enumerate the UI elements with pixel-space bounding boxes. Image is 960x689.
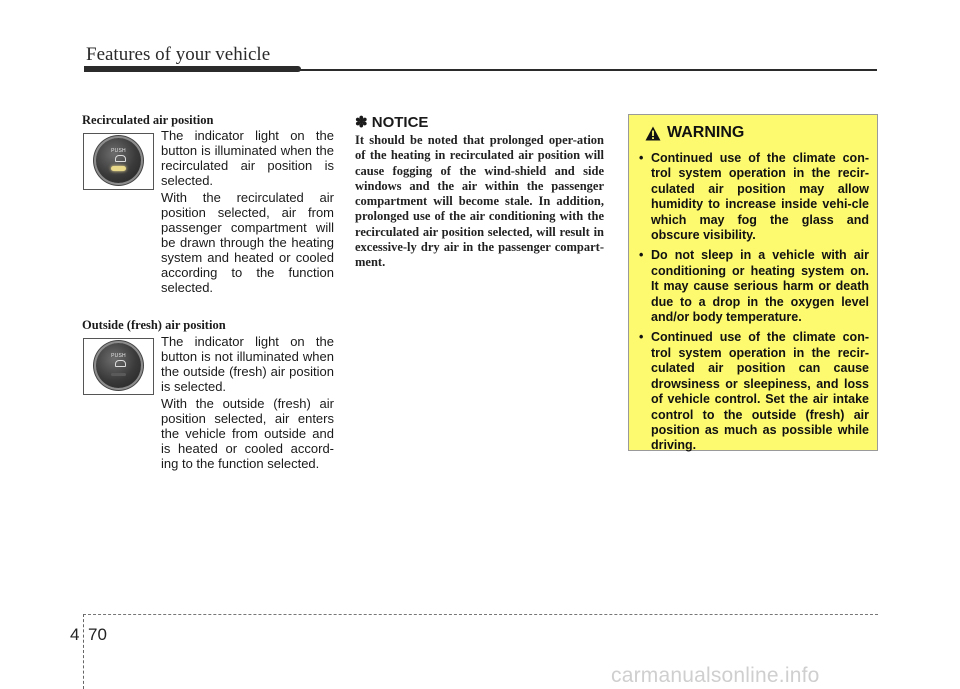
warning-list [639,151,869,459]
warning-item [639,151,869,243]
warning-triangle-icon [645,126,661,141]
bullet-icon: • [639,248,644,263]
warning-item [639,248,869,325]
warning-item [639,330,869,453]
outside-para-1: The indicator light on the button is not illuminated when the outside (fresh) air position is selected. [161,334,334,394]
recirc-para-2: With the recirculated air position selected, air from passenger compartment will be drawn through the heating system and heated or cooled according to the function selected. [161,190,334,295]
watermark-link[interactable]: carmanualsonline.info [611,664,820,687]
recirc-para-1: The indicator light on the button is illuminated when the recirculated air position is selected. [161,128,334,188]
page-number: 70 [88,625,107,644]
recirc-heading: Recirculated air position [82,113,214,127]
outside-knob-icon [96,343,141,388]
notice-title: ✽ NOTICE [355,114,429,131]
warning-item-text: Continued use of the climate con-trol system operation in the recir-culated air position may allow humidity to increase inside vehi-cle which may fog the glass and obscure visibility. [651,151,869,243]
header-rule [84,69,877,71]
recirc-knob-icon [96,138,141,183]
outside-heading: Outside (fresh) air position [82,318,226,332]
footer-rule [83,614,878,615]
warning-item-text: Do not sleep in a vehicle with air conditioning or heating system on. It may cause serious harm or death due to a drop in the oxygen level and/or body temperature. [651,248,869,325]
knob-push-label: PUSH [111,353,126,359]
outside-para-2: With the outside (fresh) air position selected, air enters the vehicle from outside and is heated or cooled accord-ing to the function selected. [161,396,334,471]
knob-push-label: PUSH [111,148,126,154]
warning-item-text: Continued use of the climate con-trol system operation in the recir-culated air position can cause drowsiness or sleepiness, and loss of vehicle control. Set the air intake control to the outside (fresh) air position as much as possible while driving. [651,330,869,453]
warning-header [645,124,744,142]
recirc-button-image [83,133,154,190]
bullet-icon: • [639,151,644,165]
outside-button-image [83,338,154,395]
warning-box [628,114,878,451]
notice-body: It should be noted that prolonged oper-ation of the heating in recirculated air position will cause fogging of the wind-shield and side windows and the air within the passenger compartment will become stale. In addition, prolonged use of the air conditioning with the recirculated air position selected, will result in excessive-ly dry air in the passenger compart-ment. [355,133,604,270]
outside-car-icon [115,360,126,367]
recirc-car-icon [115,155,126,162]
bullet-icon: • [639,330,644,345]
indicator-light-off [111,373,126,376]
warning-title: WARNING [667,124,745,141]
indicator-light-on [111,166,126,171]
page-section-title: Features of your vehicle [86,44,271,65]
footer-divider [83,614,84,689]
chapter-number: 4 [70,625,80,644]
